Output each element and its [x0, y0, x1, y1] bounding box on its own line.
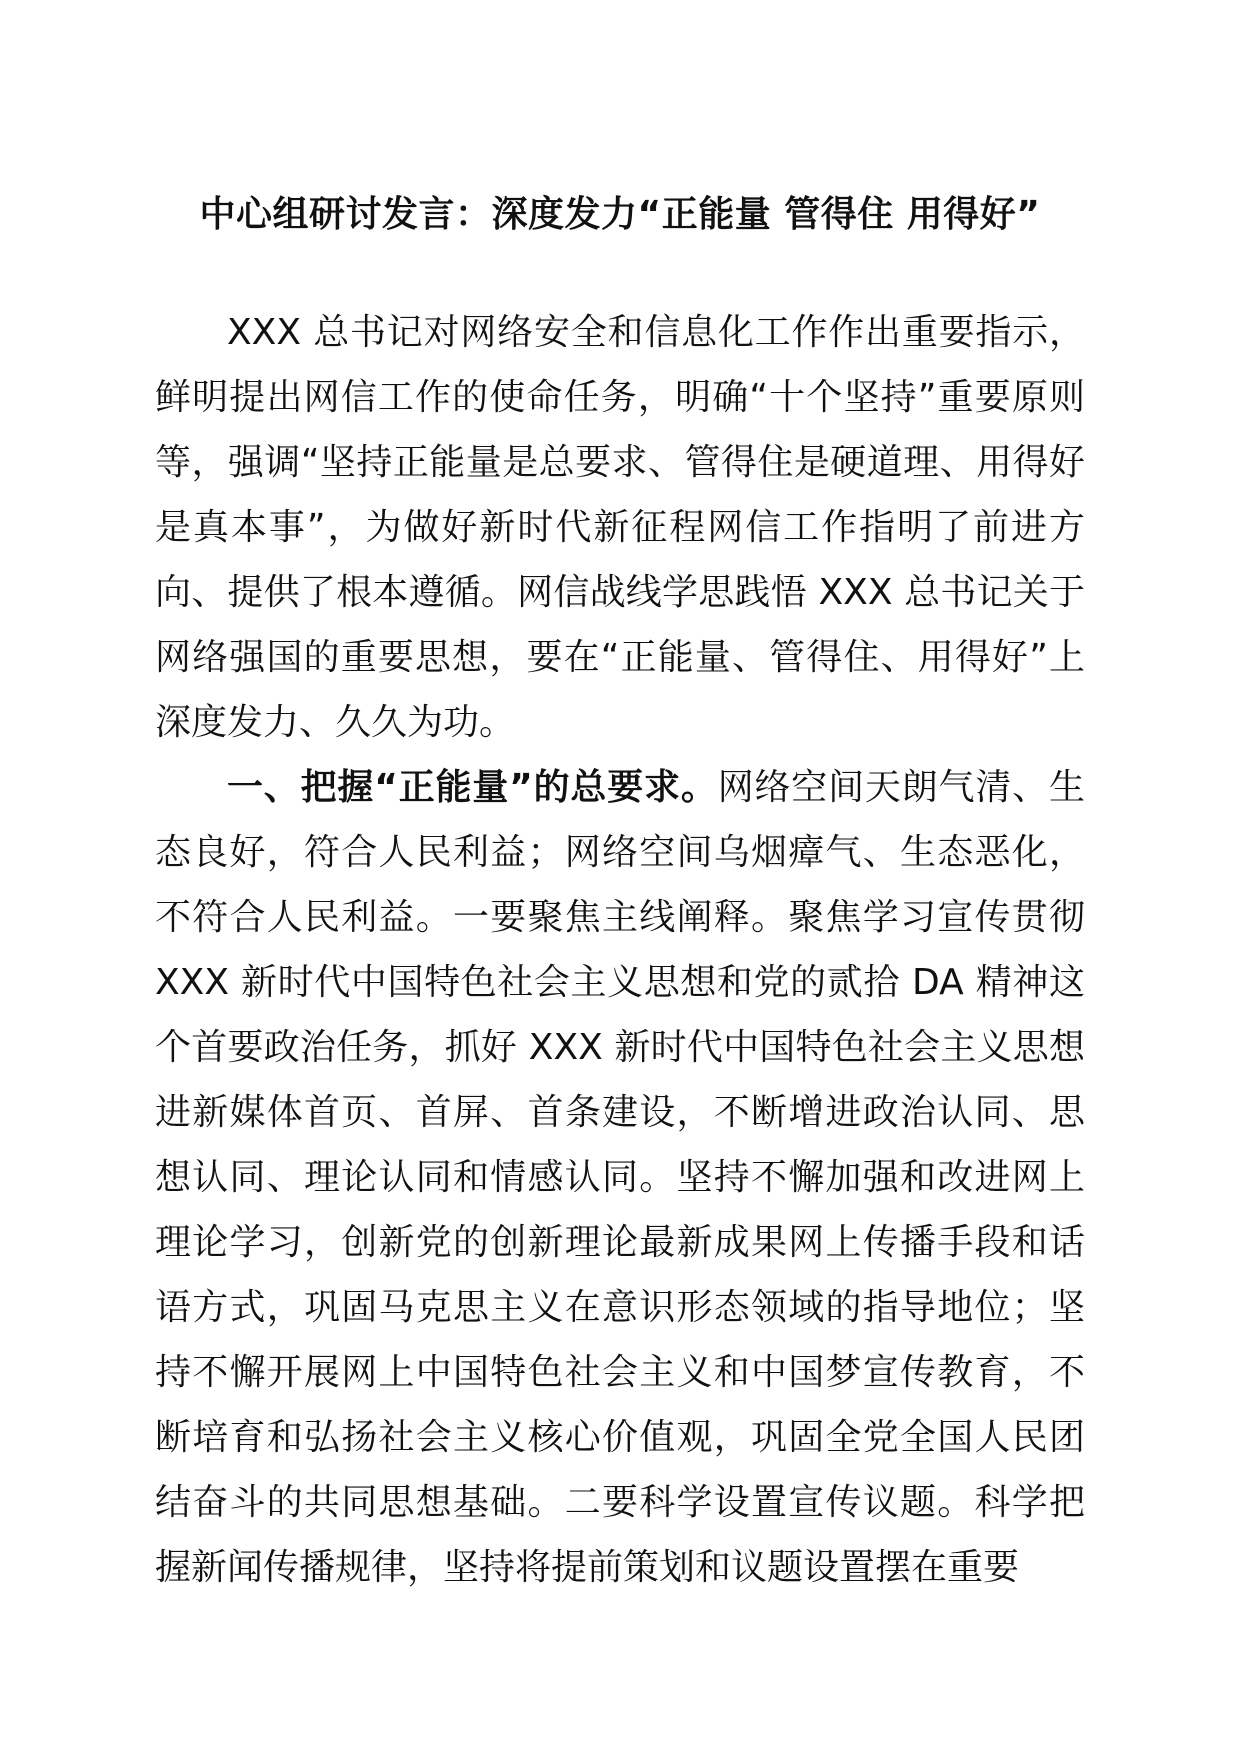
- paragraph-intro-text: XXX 总书记对网络安全和信息化工作作出重要指示，鲜明提出网信工作的使命任务，明确“十个坚持”重要原则等，强调“坚持正能量是总要求、管得住是硬道理、用得好是真本事”，为做好新时代新征程网信工作指明了前进方向、提供了根本遵循。网信战线学思践悟 XXX 总书记关于网络强国的重要思想，要在“正能量、管得住、用得好”上深度发力、久久为功。: [155, 312, 1085, 743]
- section-one-text: 网络空间天朗气清、生态良好，符合人民利益；网络空间乌烟瘴气、生态恶化，不符合人民利益。一要聚焦主线阐释。聚焦学习宣传贯彻 XXX 新时代中国特色社会主义思想和党的贰拾 DA 精神这个首要政治任务，抓好 XXX 新时代中国特色社会主义思想进新媒体首页、首屏、首条建设，不断增进政治认同、思想认同、理论认同和情感认同。坚持不懈加强和改进网上理论学习，创新党的创新理论最新成果网上传播手段和话语方式，巩固马克思主义在意识形态领域的指导地位；坚持不懈开展网上中国特色社会主义和中国梦宣传教育，不断培育和弘扬社会主义核心价值观，巩固全党全国人民团结奋斗的共同思想基础。二要科学设置宣传议题。科学把握新闻传播规律，坚持将提前策划和议题设置摆在重要: [155, 767, 1085, 1588]
- paragraph-intro: [155, 300, 1085, 755]
- section-one-heading: 一、把握“正能量”的总要求。: [227, 767, 718, 808]
- document-body: [155, 300, 1085, 1600]
- document-title: 中心组研讨发言：深度发力“正能量 管得住 用得好”: [199, 194, 1041, 235]
- paragraph-section-one: [155, 755, 1085, 1600]
